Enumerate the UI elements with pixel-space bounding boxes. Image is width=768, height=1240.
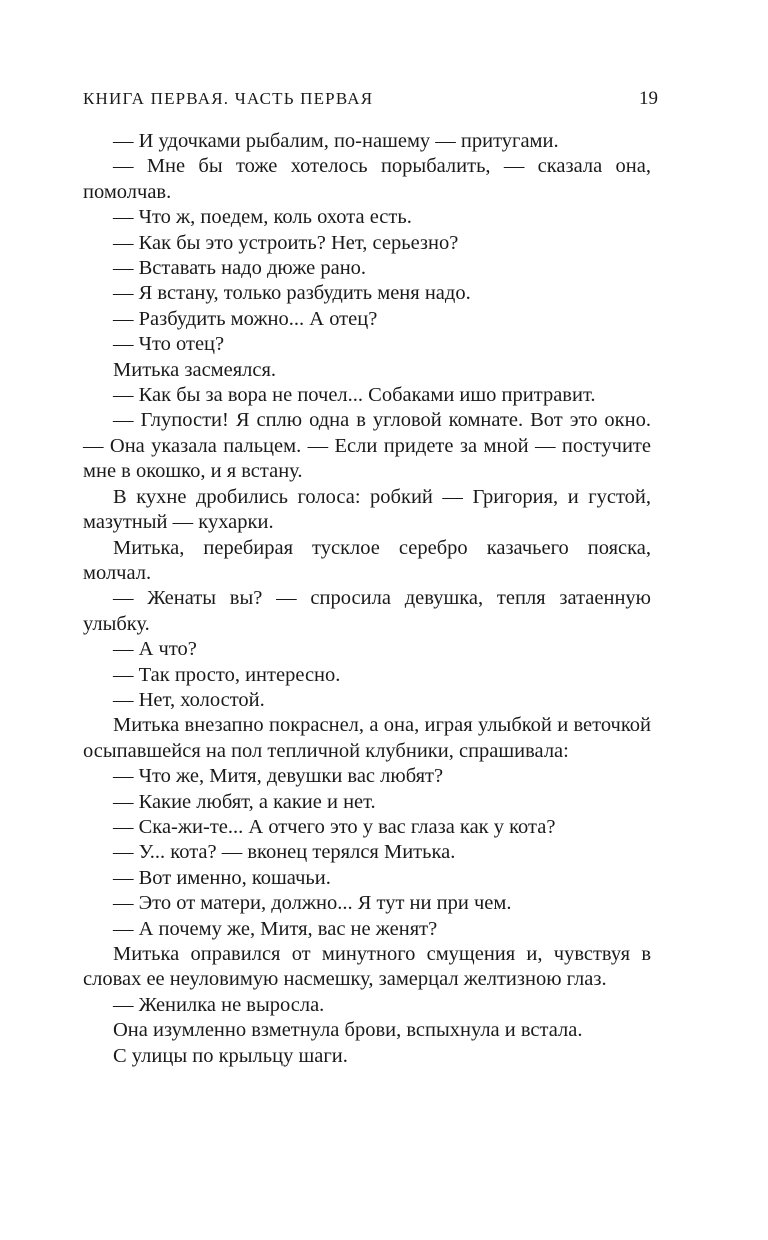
paragraph: — У... кота? — вконец терялся Митька. bbox=[113, 841, 456, 864]
paragraph: — И удочками рыбалим, по-нашему — притугами. bbox=[113, 130, 559, 152]
paragraph: — Как бы за вора не почел... Собаками ишо притравит. bbox=[113, 384, 596, 407]
paragraph: В кухне дробились голоса: робкий — Григория, и густой, мазутный — кухарки. bbox=[83, 485, 651, 534]
paragraph: — Нет, холостой. bbox=[113, 688, 265, 711]
paragraph: — Это от матери, должно... Я тут ни при чем. bbox=[113, 892, 512, 915]
paragraph: — Как бы это устроить? Нет, серьезно? bbox=[113, 231, 459, 254]
paragraph: — Женаты вы? — спросила девушка, тепля затаенную улыбку. bbox=[83, 587, 651, 635]
paragraph: Митька внезапно покраснел, а она, играя улыбкой и веточкой осыпавшейся на пол тепличной клубники, спрашивала: bbox=[83, 714, 651, 762]
paragraph: С улицы по крыльцу шаги. bbox=[113, 1044, 348, 1067]
paragraph: — Так просто, интересно. bbox=[113, 663, 341, 686]
page-number: 19 bbox=[639, 88, 658, 109]
body-text bbox=[83, 129, 651, 1069]
paragraph: — Женилка не выросла. bbox=[113, 993, 325, 1016]
paragraph: — Я встану, только разбудить меня надо. bbox=[113, 282, 471, 305]
paragraph: — Вставать надо дюже рано. bbox=[113, 257, 367, 280]
paragraph: Митька, перебирая тусклое серебро казачьего пояска, молчал. bbox=[83, 536, 651, 584]
running-head bbox=[83, 88, 658, 114]
paragraph: Она изумленно взметнула брови, вспыхнула и встала. bbox=[113, 1019, 583, 1042]
paragraph: — А почему же, Митя, вас не женят? bbox=[113, 917, 438, 940]
paragraph: — Что же, Митя, девушки вас любят? bbox=[113, 765, 444, 788]
paragraph: — Мне бы тоже хотелось порыбалить, — сказала она, помолчав. bbox=[83, 155, 651, 203]
paragraph: — Что ж, поедем, коль охота есть. bbox=[113, 206, 412, 229]
paragraph: — Глупости! Я сплю одна в угловой комнате. Вот это окно. — Она указала пальцем. — Если придете за мной — постучите мне в окошко, и я встану. bbox=[83, 409, 651, 483]
paragraph: — Что отец? bbox=[113, 333, 225, 356]
paragraph: — Вот именно, кошачьи. bbox=[113, 866, 331, 889]
paragraph: — А что? bbox=[113, 638, 197, 661]
paragraph: Митька засмеялся. bbox=[113, 358, 277, 381]
paragraph: Митька оправился от минутного смущения и, чувствуя в словах ее неуловимую насмешку, замерцал желтизною глаз. bbox=[83, 943, 651, 991]
paragraph: — Какие любят, а какие и нет. bbox=[113, 790, 376, 813]
paragraph: — Разбудить можно... А отец? bbox=[113, 307, 378, 330]
paragraph: — Ска-жи-те... А отчего это у вас глаза как у кота? bbox=[113, 815, 556, 838]
running-title: КНИГА ПЕРВАЯ. ЧАСТЬ ПЕРВАЯ bbox=[83, 89, 374, 108]
